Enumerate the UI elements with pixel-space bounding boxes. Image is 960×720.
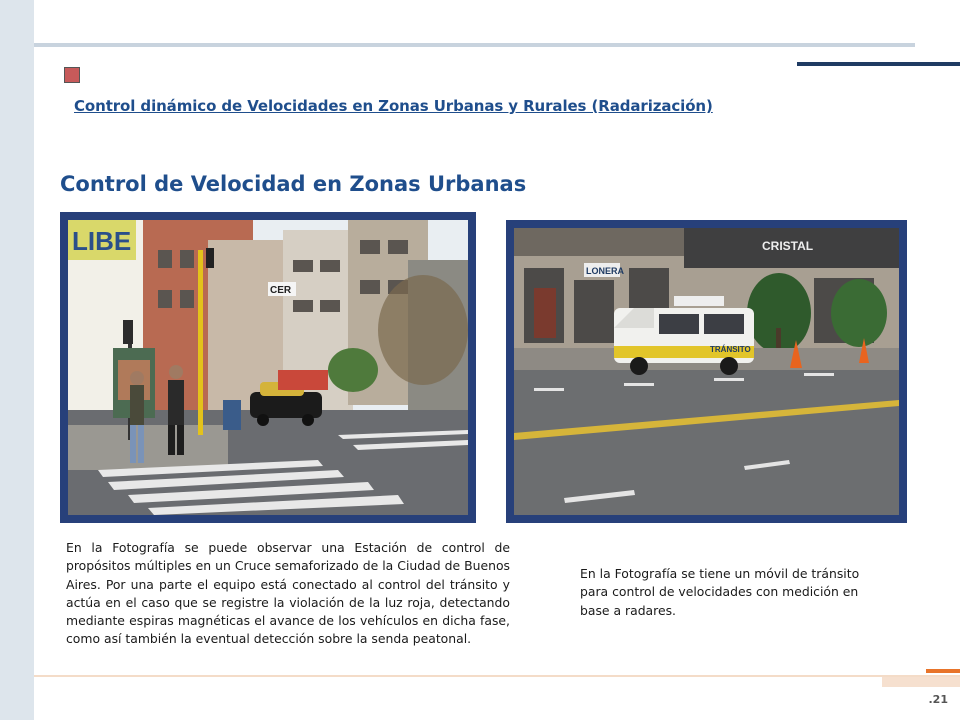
page-number: .21 xyxy=(928,693,948,706)
footer-accent-orange xyxy=(926,669,960,673)
photo-intersection-caption: En la Fotografía se puede observar una Estación de control de propósitos múltiples en un Cruce semaforizado de la Ciudad de Buenos Aires. Por una parte el equipo está conectado al control del tránsito y actúa en el caso que se registre la violación de la luz roja, detectando mediante espiras magnéticas el avance de los vehículos en dicha fase, como así también la eventual detección sobre la senda peatonal. xyxy=(66,540,510,647)
footer-divider xyxy=(34,675,960,677)
photo-radar-van-frame xyxy=(506,220,907,523)
sign-text: LIBE xyxy=(72,226,132,256)
page-title: Control de Velocidad en Zonas Urbanas xyxy=(60,172,527,196)
store-text-2: LONERA xyxy=(586,266,624,276)
left-decor-bar xyxy=(0,0,34,720)
section-title-link[interactable]: Control dinámico de Velocidades en Zonas Urbanas y Rurales (Radarización) xyxy=(74,97,713,115)
footer-accent-peach xyxy=(882,677,960,687)
photo-intersection-frame xyxy=(60,212,476,523)
sign-text-2: CER xyxy=(270,285,292,296)
photo-radar-van xyxy=(514,228,899,515)
photo-intersection xyxy=(68,220,468,515)
store-text: CRISTAL xyxy=(762,239,814,253)
photo-radar-van-caption: En la Fotografía se tiene un móvil de tránsito para control de velocidades con medición en base a radares. xyxy=(580,566,860,618)
right-accent-divider xyxy=(797,62,960,66)
bullet-square-icon xyxy=(64,67,80,83)
top-divider xyxy=(34,43,915,47)
van-text: TRÁNSITO xyxy=(710,345,751,354)
